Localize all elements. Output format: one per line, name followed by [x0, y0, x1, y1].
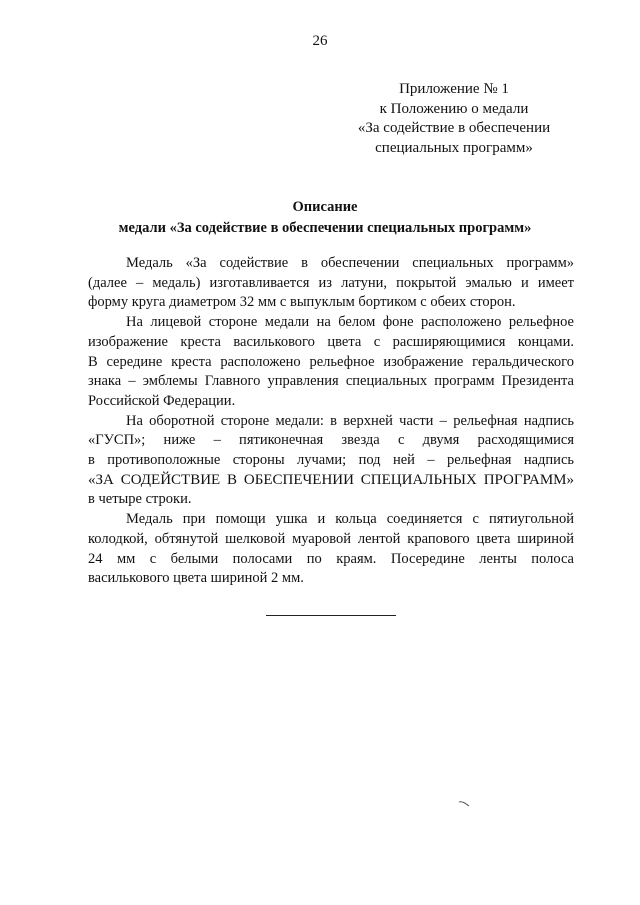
scan-artifact-mark — [458, 800, 470, 808]
appendix-reference — [342, 80, 566, 158]
appendix-line: Приложение № 1 — [399, 81, 509, 97]
text-line: Медаль «За содействие в обеспечении специальных программ» — [126, 255, 574, 271]
document-title — [60, 197, 590, 239]
text-line: знака – эмблемы Главного управления специальных программ Президента — [88, 373, 574, 390]
text-line: изображение креста василькового цвета с расширяющимися концами. — [88, 333, 574, 350]
text-line: василькового цвета шириной 2 мм. — [88, 570, 304, 587]
appendix-line: к Положению о медали — [379, 100, 529, 117]
document-body — [88, 254, 574, 589]
end-of-text-rule — [266, 615, 396, 616]
text-line: в противоположные стороны лучами; под ней – рельефная надпись — [88, 452, 574, 469]
page-number: 26 — [312, 33, 328, 49]
paragraph-reverse — [88, 412, 574, 511]
title-heading: Описание — [292, 199, 358, 215]
text-line: «ГУСП»; ниже – пятиконечная звезда с двумя расходящимися — [88, 432, 574, 449]
text-line: В середине креста расположено рельефное изображение геральдического — [88, 353, 574, 370]
appendix-line: специальных программ» — [375, 139, 533, 156]
paragraph-ribbon — [88, 510, 574, 589]
text-line: (далее – медаль) изготавливается из латуни, покрытой эмалью и имеет — [88, 274, 574, 291]
text-line: 24 мм с белыми полосами по краям. Посередине ленты полоса — [88, 550, 574, 567]
text-line: Российской Федерации. — [88, 392, 236, 409]
title-subheading: медали «За содействие в обеспечении специальных программ» — [118, 220, 532, 236]
appendix-line: «За содействие в обеспечении — [357, 120, 551, 136]
text-line: На лицевой стороне медали на белом фоне расположено рельефное — [126, 314, 574, 331]
paragraph-medal-material — [88, 254, 574, 313]
text-line: колодкой, обтянутой шелковой муаровой лентой крапового цвета шириной — [88, 530, 574, 547]
paragraph-obverse — [88, 313, 574, 412]
text-line: форму круга диаметром 32 мм с выпуклым бортиком с обеих сторон. — [88, 294, 516, 311]
text-line: в четыре строки. — [88, 491, 192, 508]
text-line: «ЗА СОДЕЙСТВИЕ В ОБЕСПЕЧЕНИИ СПЕЦИАЛЬНЫХ ПРОГРАММ» — [88, 471, 574, 488]
text-line: Медаль при помощи ушка и кольца соединяется с пятиугольной — [126, 511, 574, 528]
text-line: На оборотной стороне медали: в верхней части – рельефная надпись — [126, 412, 574, 429]
